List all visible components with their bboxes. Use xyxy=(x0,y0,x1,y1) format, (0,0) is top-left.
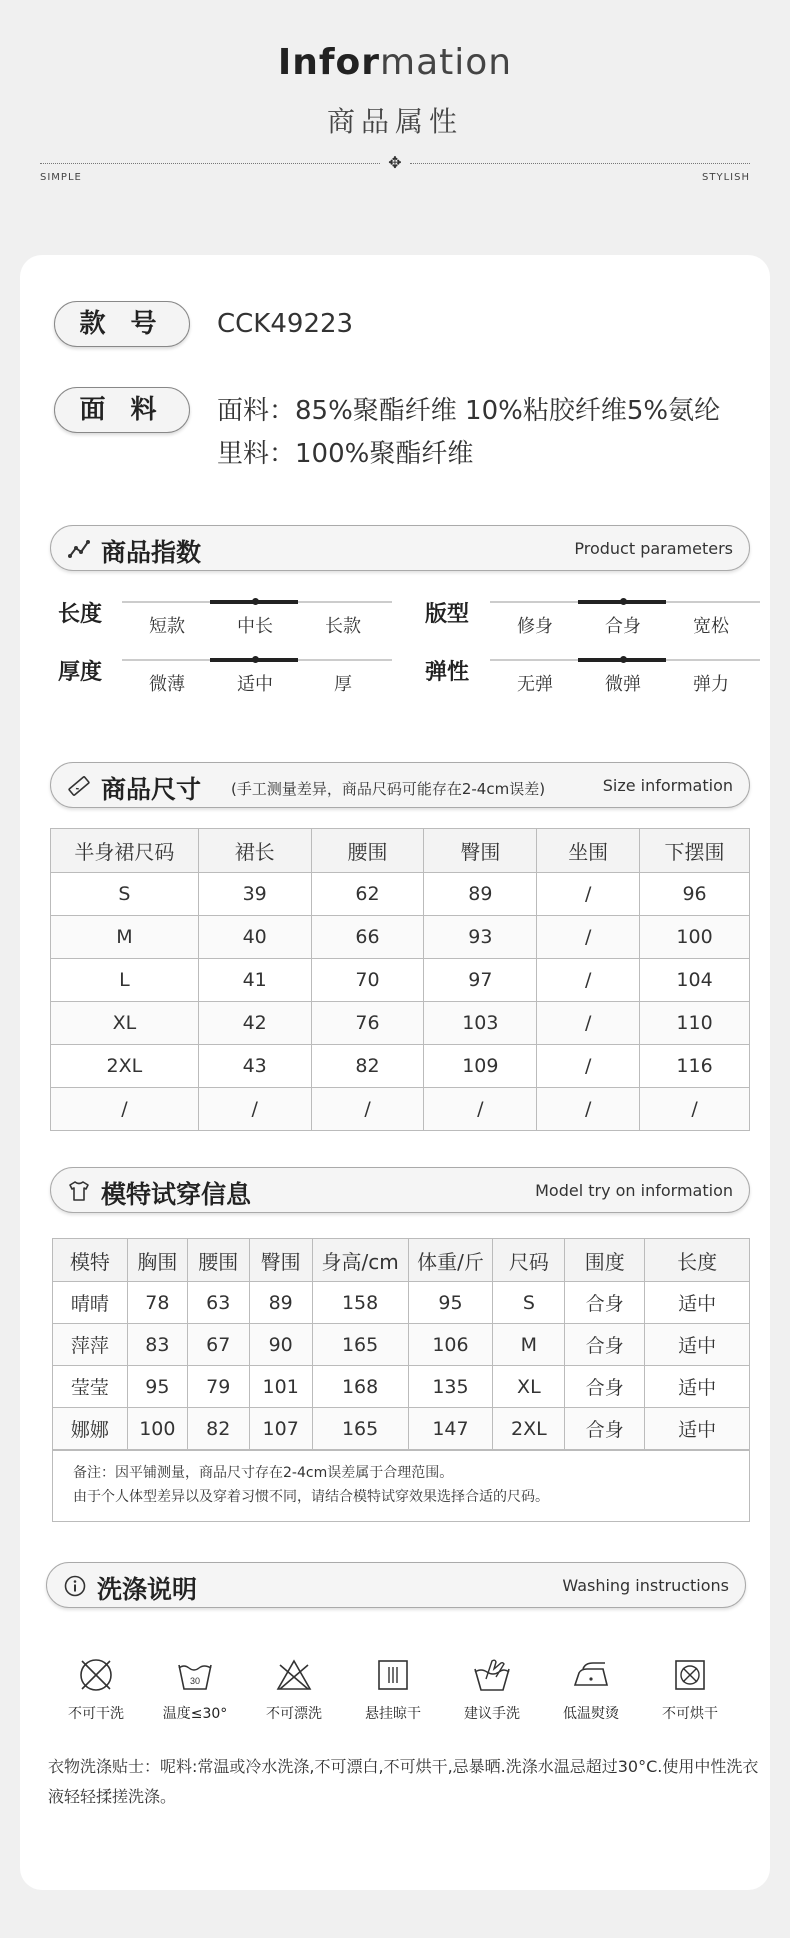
table-header-cell: 长度 xyxy=(645,1239,750,1282)
table-header-cell: 臀围 xyxy=(424,829,537,873)
fabric-line-1: 面料：85%聚酯纤维 10%粘胶纤维5%氨纶 xyxy=(217,396,721,426)
table-cell: 适中 xyxy=(645,1324,750,1366)
table-cell: 适中 xyxy=(645,1366,750,1408)
wash-temperature-number: 30 xyxy=(189,1676,201,1686)
wash-label: 不可漂洗 xyxy=(266,1706,322,1722)
param-selected-dot xyxy=(620,598,627,605)
param-option: 适中 xyxy=(237,674,273,695)
header-title-rest: mation xyxy=(380,42,513,83)
param-option: 长款 xyxy=(325,616,361,637)
wash-section-header xyxy=(46,1562,746,1608)
stylish-tag: STYLISH xyxy=(702,172,750,183)
header-title xyxy=(0,42,790,83)
table-cell: 135 xyxy=(408,1366,493,1408)
table-cell: 70 xyxy=(311,959,424,1002)
style-number-label: 款 号 xyxy=(54,301,190,347)
hang-dry-icon xyxy=(373,1655,413,1695)
model-remark xyxy=(52,1450,750,1522)
table-header-cell: 围度 xyxy=(565,1239,645,1282)
wash-label: 建议手洗 xyxy=(464,1706,520,1722)
header-subtitle: 商品属性 xyxy=(326,105,463,138)
table-header-cell: 体重/斤 xyxy=(408,1239,493,1282)
wash-label: 不可干洗 xyxy=(68,1706,124,1722)
table-cell: 104 xyxy=(640,959,750,1002)
header-divider-right xyxy=(410,163,750,164)
wash-item xyxy=(640,1655,740,1723)
table-cell: 63 xyxy=(187,1282,249,1324)
table-cell: 合身 xyxy=(565,1366,645,1408)
table-cell: 适中 xyxy=(645,1408,750,1450)
table-cell: 67 xyxy=(187,1324,249,1366)
param-option: 厚 xyxy=(334,674,352,695)
param-selected-dot xyxy=(620,656,627,663)
size-table xyxy=(50,828,750,1131)
wash-title: 洗涤说明 xyxy=(97,1575,198,1604)
table-cell: 2XL xyxy=(493,1408,565,1450)
table-row xyxy=(51,1088,750,1131)
param-option: 短款 xyxy=(149,616,185,637)
table-row xyxy=(51,829,750,873)
table-cell: 165 xyxy=(312,1408,408,1450)
wash-label: 温度≤30° xyxy=(162,1706,228,1722)
param-label-fit: 版型 xyxy=(425,602,470,627)
table-cell: 97 xyxy=(424,959,537,1002)
no-dry-clean-icon xyxy=(76,1655,116,1695)
table-cell: 96 xyxy=(640,873,750,916)
table-cell: XL xyxy=(493,1366,565,1408)
fabric-line-2: 里料：100%聚酯纤维 xyxy=(217,439,474,469)
table-cell: 40 xyxy=(198,916,311,959)
param-scale-fit xyxy=(490,601,760,641)
table-header-cell: 胸围 xyxy=(127,1239,187,1282)
table-cell: 晴晴 xyxy=(53,1282,128,1324)
table-cell: 2XL xyxy=(51,1045,199,1088)
table-row xyxy=(51,873,750,916)
param-scale-elasticity xyxy=(490,659,760,699)
wash-tips: 衣物洗涤贴士：呢料:常温或冷水洗涤,不可漂白,不可烘干,忌暴晒.洗涤水温忌超过30°C.使用中性洗衣液轻轻揉搓洗涤。 xyxy=(48,1757,759,1806)
table-cell: / xyxy=(424,1088,537,1131)
size-note: (手工测量差异，商品尺码可能存在2-4cm误差) xyxy=(231,780,546,798)
table-cell: 42 xyxy=(198,1002,311,1045)
wash-item xyxy=(442,1655,542,1723)
param-option: 宽松 xyxy=(693,616,729,637)
header-divider-left xyxy=(40,163,380,164)
table-cell: 101 xyxy=(249,1366,312,1408)
size-en: Size information xyxy=(602,776,733,795)
table-cell: / xyxy=(640,1088,750,1131)
table-cell: / xyxy=(198,1088,311,1131)
table-cell: 165 xyxy=(312,1324,408,1366)
param-scale-thickness xyxy=(122,659,392,699)
table-cell: L xyxy=(51,959,199,1002)
table-cell: 109 xyxy=(424,1045,537,1088)
model-section-header xyxy=(50,1167,750,1213)
fabric-label: 面 料 xyxy=(54,387,190,433)
table-cell: S xyxy=(493,1282,565,1324)
table-cell: / xyxy=(51,1088,199,1131)
table-cell: M xyxy=(51,916,199,959)
table-cell: / xyxy=(537,1045,640,1088)
wash-label: 低温熨烫 xyxy=(563,1706,619,1722)
compass-icon: ✥ xyxy=(388,153,402,172)
table-cell: 66 xyxy=(311,916,424,959)
table-cell: 158 xyxy=(312,1282,408,1324)
simple-tag: SIMPLE xyxy=(40,172,82,183)
table-cell: 83 xyxy=(127,1324,187,1366)
param-option: 合身 xyxy=(605,616,641,637)
remark-line-2: 由于个人体型差异以及穿着习惯不同，请结合模特试穿效果选择合适的尺码。 xyxy=(73,1489,549,1505)
param-scale-length xyxy=(122,601,392,641)
hand-wash-icon xyxy=(472,1655,512,1695)
table-cell: 43 xyxy=(198,1045,311,1088)
table-cell: 116 xyxy=(640,1045,750,1088)
wash-en: Washing instructions xyxy=(562,1576,729,1595)
table-cell: 娜娜 xyxy=(53,1408,128,1450)
table-cell: 76 xyxy=(311,1002,424,1045)
table-cell: 莹莹 xyxy=(53,1366,128,1408)
table-cell: 106 xyxy=(408,1324,493,1366)
wash-item xyxy=(244,1655,344,1723)
no-tumble-dry-icon xyxy=(670,1655,710,1695)
params-section-header xyxy=(50,525,750,571)
table-row xyxy=(53,1366,750,1408)
param-selected-dot xyxy=(252,656,259,663)
model-en: Model try on information xyxy=(535,1181,733,1200)
param-label-thickness: 厚度 xyxy=(58,660,103,685)
wash-item xyxy=(541,1655,641,1723)
table-row xyxy=(53,1408,750,1450)
table-cell: 41 xyxy=(198,959,311,1002)
info-icon xyxy=(63,1574,87,1598)
table-cell: 107 xyxy=(249,1408,312,1450)
table-cell: XL xyxy=(51,1002,199,1045)
trend-icon xyxy=(67,537,91,561)
wash-item xyxy=(343,1655,443,1723)
param-option: 微薄 xyxy=(149,674,185,695)
table-header-cell: 尺码 xyxy=(493,1239,565,1282)
param-option: 中长 xyxy=(237,616,273,637)
table-cell: 78 xyxy=(127,1282,187,1324)
header-title-bold: Infor xyxy=(277,42,381,83)
table-header-cell: 坐围 xyxy=(537,829,640,873)
table-cell: 79 xyxy=(187,1366,249,1408)
table-cell: 适中 xyxy=(645,1282,750,1324)
wash-label: 悬挂晾干 xyxy=(365,1706,421,1722)
param-label-length: 长度 xyxy=(58,602,103,627)
table-cell: 萍萍 xyxy=(53,1324,128,1366)
table-cell: / xyxy=(537,1002,640,1045)
table-cell: 90 xyxy=(249,1324,312,1366)
table-cell: / xyxy=(311,1088,424,1131)
table-cell: M xyxy=(493,1324,565,1366)
table-cell: / xyxy=(537,916,640,959)
table-cell: 82 xyxy=(311,1045,424,1088)
params-en: Product parameters xyxy=(574,539,733,558)
table-header-cell: 半身裙尺码 xyxy=(51,829,199,873)
table-cell: 合身 xyxy=(565,1324,645,1366)
table-cell: 103 xyxy=(424,1002,537,1045)
param-option: 修身 xyxy=(517,616,553,637)
wash-item xyxy=(46,1655,146,1723)
table-cell: 合身 xyxy=(565,1282,645,1324)
table-cell: 95 xyxy=(408,1282,493,1324)
table-cell: 100 xyxy=(640,916,750,959)
model-title: 模特试穿信息 xyxy=(101,1180,252,1209)
param-selected-dot xyxy=(252,598,259,605)
table-header-cell: 模特 xyxy=(53,1239,128,1282)
style-number-value: CCK49223 xyxy=(217,309,354,339)
table-cell: 110 xyxy=(640,1002,750,1045)
table-header-cell: 下摆围 xyxy=(640,829,750,873)
table-cell: 93 xyxy=(424,916,537,959)
ruler-icon xyxy=(67,774,91,798)
table-cell: 100 xyxy=(127,1408,187,1450)
remark-line-1: 备注：因平铺测量，商品尺寸存在2-4cm误差属于合理范围。 xyxy=(73,1465,454,1481)
table-header-cell: 腰围 xyxy=(311,829,424,873)
table-cell: / xyxy=(537,959,640,1002)
params-title: 商品指数 xyxy=(101,538,202,567)
wash-item xyxy=(145,1655,245,1723)
size-section-header xyxy=(50,762,750,808)
table-row xyxy=(51,959,750,1002)
param-option: 无弹 xyxy=(517,674,553,695)
table-row xyxy=(53,1282,750,1324)
table-cell: 89 xyxy=(424,873,537,916)
size-title: 商品尺寸 xyxy=(101,775,202,804)
model-table xyxy=(52,1238,750,1450)
table-cell: 168 xyxy=(312,1366,408,1408)
table-cell: 39 xyxy=(198,873,311,916)
no-bleach-icon xyxy=(274,1655,314,1695)
table-cell: 合身 xyxy=(565,1408,645,1450)
tshirt-icon xyxy=(67,1179,91,1203)
param-option: 微弹 xyxy=(605,674,641,695)
table-cell: 147 xyxy=(408,1408,493,1450)
param-option: 弹力 xyxy=(693,674,729,695)
param-label-elasticity: 弹性 xyxy=(425,660,470,685)
table-cell: / xyxy=(537,873,640,916)
table-cell: 95 xyxy=(127,1366,187,1408)
wash-30-icon xyxy=(175,1655,215,1695)
table-row xyxy=(51,916,750,959)
table-header-cell: 裙长 xyxy=(198,829,311,873)
table-row xyxy=(51,1045,750,1088)
table-header-cell: 身高/cm xyxy=(312,1239,408,1282)
table-cell: S xyxy=(51,873,199,916)
table-row xyxy=(53,1324,750,1366)
table-header-cell: 臀围 xyxy=(249,1239,312,1282)
table-header-cell: 腰围 xyxy=(187,1239,249,1282)
wash-label: 不可烘干 xyxy=(662,1706,718,1722)
table-cell: 62 xyxy=(311,873,424,916)
table-cell: 89 xyxy=(249,1282,312,1324)
table-row xyxy=(51,1002,750,1045)
low-iron-icon xyxy=(571,1655,611,1695)
table-row xyxy=(53,1239,750,1282)
table-cell: / xyxy=(537,1088,640,1131)
table-cell: 82 xyxy=(187,1408,249,1450)
